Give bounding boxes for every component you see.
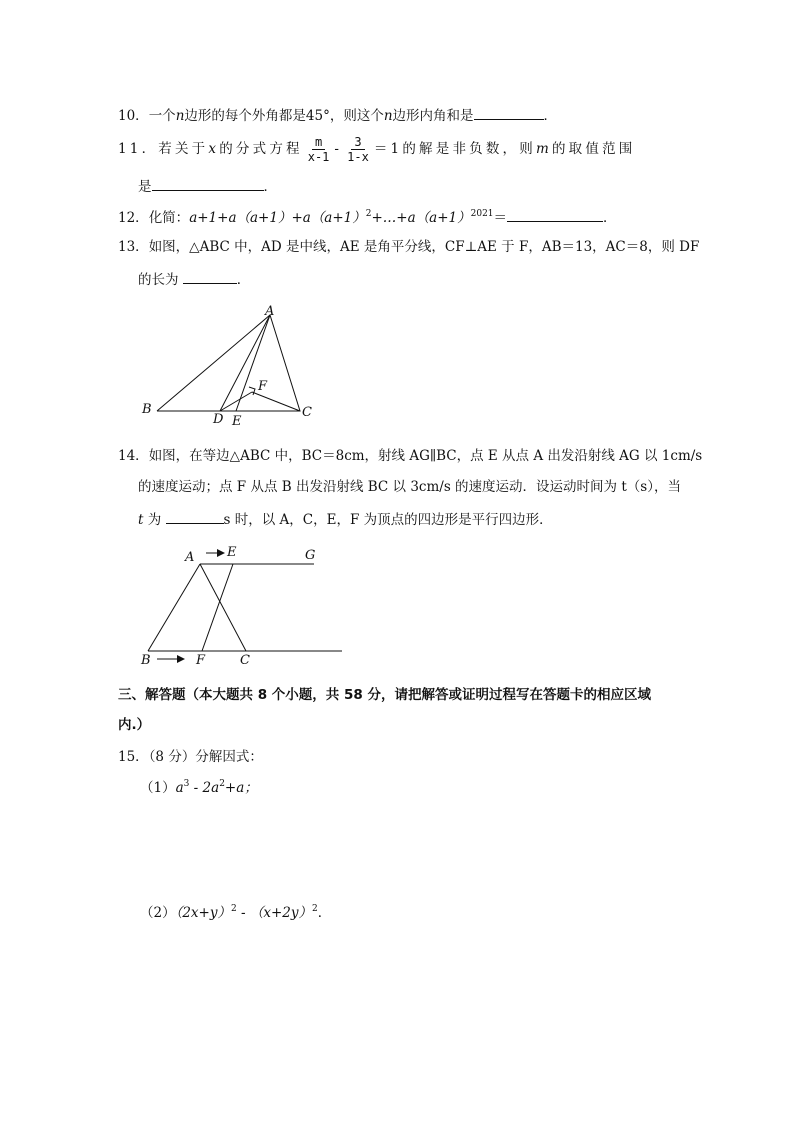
- label-g: G: [305, 548, 316, 563]
- question-14: 14．如图，在等边△ABC 中，BC＝8cm，射线 AG∥BC，点 E 从点 A 出发沿射线 AG 以 1cm/s: [118, 448, 703, 464]
- question-10: 10．一个n边形的每个外角都是45°，则这个n边形内角和是 ．: [118, 105, 557, 125]
- question-number: 11．: [118, 141, 159, 157]
- answer-blank: [507, 207, 603, 222]
- fraction-3-over-1-x: $\frac{3}{1-x}$: [347, 135, 369, 164]
- question-number: 13．: [118, 239, 149, 255]
- answer-blank: [166, 509, 224, 524]
- section-heading-cont: 内.）: [118, 717, 151, 733]
- parallel-figure-q14: [130, 540, 350, 670]
- question-number: 15．: [118, 749, 149, 765]
- question-number: 10．: [118, 108, 149, 124]
- label-c: C: [240, 653, 250, 668]
- triangle-figure-q13: [130, 300, 330, 430]
- section-heading: 三、解答题（本大题共 8 个小题，共 58 分，请把解答或证明过程写在答题卡的相应区域: [118, 687, 651, 703]
- answer-blank: [183, 269, 237, 284]
- label-f: F: [258, 379, 268, 394]
- question-number: 12．: [118, 210, 149, 226]
- label-a: A: [185, 550, 195, 565]
- answer-blank: [474, 105, 544, 120]
- question-12: 12．化简：$a+1+a(a+1)+a(a+1)^2+\dots+a(a+1)^{2021}=$ ．: [118, 209, 617, 226]
- label-a: A: [265, 304, 275, 319]
- label-d: D: [213, 412, 224, 427]
- question-15-part-2: $(2)(2x+y)^2 - (x+2y)^2$．: [140, 904, 332, 921]
- question-11: 11．若关于x的分式方程 $\frac{m}{x-1}$ - $\frac{3}{1-x}$ ＝1的解是非负数，则m的取值范围: [118, 135, 636, 164]
- triangle-abc: [157, 315, 300, 411]
- question-15-part-1: $(1)a^3 - 2a^2+a$；: [140, 779, 258, 796]
- side-ab: [148, 564, 200, 651]
- question-14-cont2: t 为 s 时，以 A，C，E，F 为顶点的四边形是平行四边形．: [138, 509, 553, 529]
- question-15: 15．（8 分）分解因式：: [118, 749, 263, 765]
- question-14-cont: 的速度运动；点 F 从点 B 出发沿射线 BC 以 3cm/s 的速度运动．设运动时间为 t（s），当: [138, 479, 681, 495]
- question-11-cont: 是 ．: [138, 176, 277, 196]
- question-13-cont: 的长为 ．: [138, 269, 250, 289]
- label-f: F: [196, 653, 206, 668]
- label-b: B: [142, 402, 152, 417]
- question-13: 13．如图，△ABC 中，AD 是中线，AE 是角平分线，CF⊥AE 于 F，AB＝13，AC＝8，则 DF: [118, 239, 700, 255]
- label-b: B: [141, 653, 151, 668]
- question-number: 14．: [118, 448, 149, 464]
- fraction-m-over-x-1: $\frac{m}{x-1}$: [307, 135, 330, 164]
- answer-blank: [152, 176, 264, 191]
- perpendicular-cf: [252, 392, 300, 411]
- label-e: E: [232, 414, 242, 429]
- label-e: E: [227, 545, 237, 560]
- label-c: C: [302, 405, 312, 420]
